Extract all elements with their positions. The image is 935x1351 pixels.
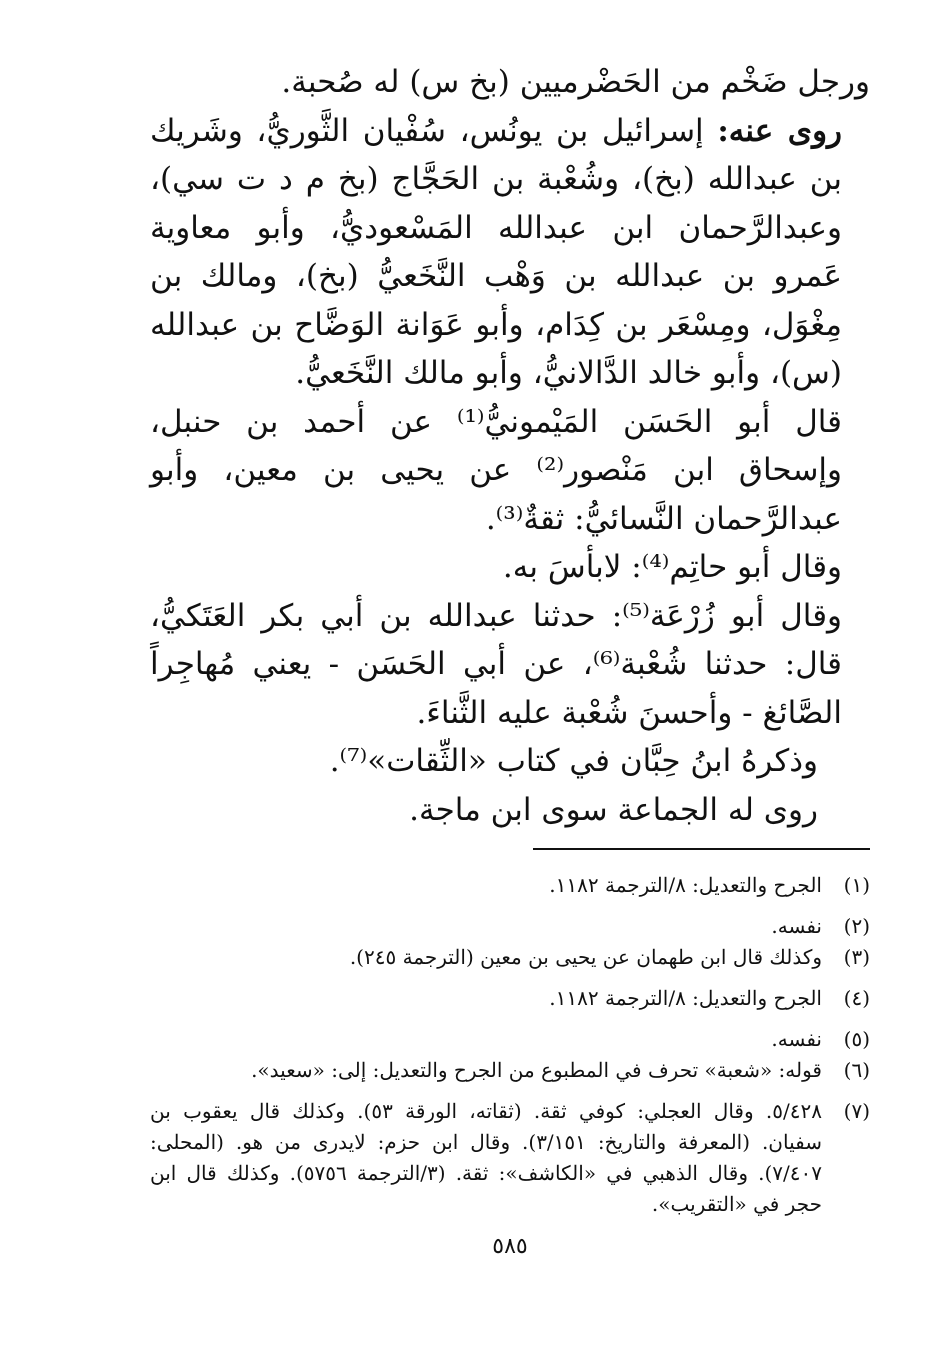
- footnote-number: (٥): [843, 1027, 870, 1051]
- footnote-7: [150, 1096, 870, 1220]
- paragraph-narrators: [150, 107, 870, 398]
- footnote-text: الجرح والتعديل: ٨/الترجمة ١١٨٢.: [549, 873, 822, 897]
- rawa-label: روى عنه:: [717, 112, 843, 149]
- rawa-first: إسرائيل بن يونُس،: [459, 112, 704, 149]
- footnote-divider: [533, 848, 870, 850]
- footnote-5: [150, 1024, 870, 1055]
- rawa-rest: سُفْيان الثَّوريُّ، وشَريك بن عبدالله (بخ)، وشُعْبة بن الحَجَّاج (بخ م د ت سي)، وعبدالرَّحمان ابن عبدالله المَسْعوديُّ، وأبو معاوية عَمرو بن عبدالله بن وَهْب النَّخَعيُّ (بخ)، ومالك بن مِغْوَل، ومِسْعَر بن كِدَام، وأبو عَوَانة الوَضَّاح بن عبدالله (س)، وأبو خالد الدَّالانيُّ، وأبو مالك النَّخَعيُّ.: [150, 112, 842, 391]
- page-number: ٥٨٥: [492, 1234, 528, 1259]
- main-text: [150, 58, 870, 834]
- footnote-number: (٣): [843, 945, 870, 969]
- paragraph-maymuni: قال أبو الحَسَن المَيْمونيُّ⁽¹⁾ عن أحمد بن حنبل، وإسحاق ابن مَنْصور⁽²⁾ عن يحيى بن معين، وأبو عبدالرَّحمان النَّسائيُّ: ثقةٌ⁽³⁾.: [150, 403, 842, 537]
- footnote-6: [150, 1055, 870, 1086]
- footnote-4: [150, 983, 870, 1014]
- footnotes: [150, 870, 870, 1220]
- footnote-1: [150, 870, 870, 901]
- paragraph-jamaa: روى له الجماعة سوى ابن ماجة.: [409, 791, 818, 828]
- footnote-text: نفسه.: [771, 1027, 822, 1051]
- paragraph-ibn-hibban: وذكرهُ ابنُ حِبَّان في كتاب «الثِّقات»⁽⁷⁾.: [329, 743, 818, 779]
- footnote-2: [150, 911, 870, 942]
- footnote-number: (٤): [843, 986, 870, 1010]
- footnote-3: [150, 942, 870, 973]
- footnote-number: (٦): [843, 1058, 870, 1082]
- footnote-text: الجرح والتعديل: ٨/الترجمة ١١٨٢.: [549, 986, 822, 1010]
- footnote-number: (٧): [843, 1099, 870, 1123]
- footnote-text: نفسه.: [771, 914, 822, 938]
- paragraph-abu-zura: وقال أبو زُرْعَة⁽⁵⁾: حدثنا عبدالله بن أبي بكر العَتَكيُّ، قال: حدثنا شُعْبة⁽⁶⁾، عن أبي الحَسَن - يعني مُهاجِراً الصَّائغ - وأحسنَ شُعْبة عليه الثَّناءَ.: [150, 597, 842, 731]
- footnote-number: (١): [843, 873, 870, 897]
- book-page: [150, 58, 870, 1328]
- footnote-text: ٥/٤٢٨. وقال العجلي: كوفي ثقة. (ثقاته، الورقة ٥٣). وكذلك قال يعقوب بن سفيان. (المعرفة والتاريخ: ٣/١٥١). وقال ابن حزم: لايدرى من هو. (المحلى: ٧/٤٠٧). وقال الذهبي في «الكاشف»: ثقة. (٣/الترجمة ٥٧٥٦). وكذلك قال ابن حجر في «التقريب».: [150, 1099, 823, 1216]
- paragraph-abu-hatim: وقال أبو حاتِم⁽⁴⁾: لابأسَ به.: [502, 549, 842, 585]
- footnote-text: قوله: «شعبة» تحرف في المطبوع من الجرح والتعديل: إلى: «سعيد».: [251, 1058, 822, 1082]
- paragraph-1: ورجل ضَخْم من الحَضْرميين (بخ س) له صُحبة.: [281, 64, 870, 100]
- footnote-number: (٢): [843, 914, 870, 938]
- footnote-text: وكذلك قال ابن طهمان عن يحيى بن معين (الترجمة ٢٤٥).: [349, 945, 822, 969]
